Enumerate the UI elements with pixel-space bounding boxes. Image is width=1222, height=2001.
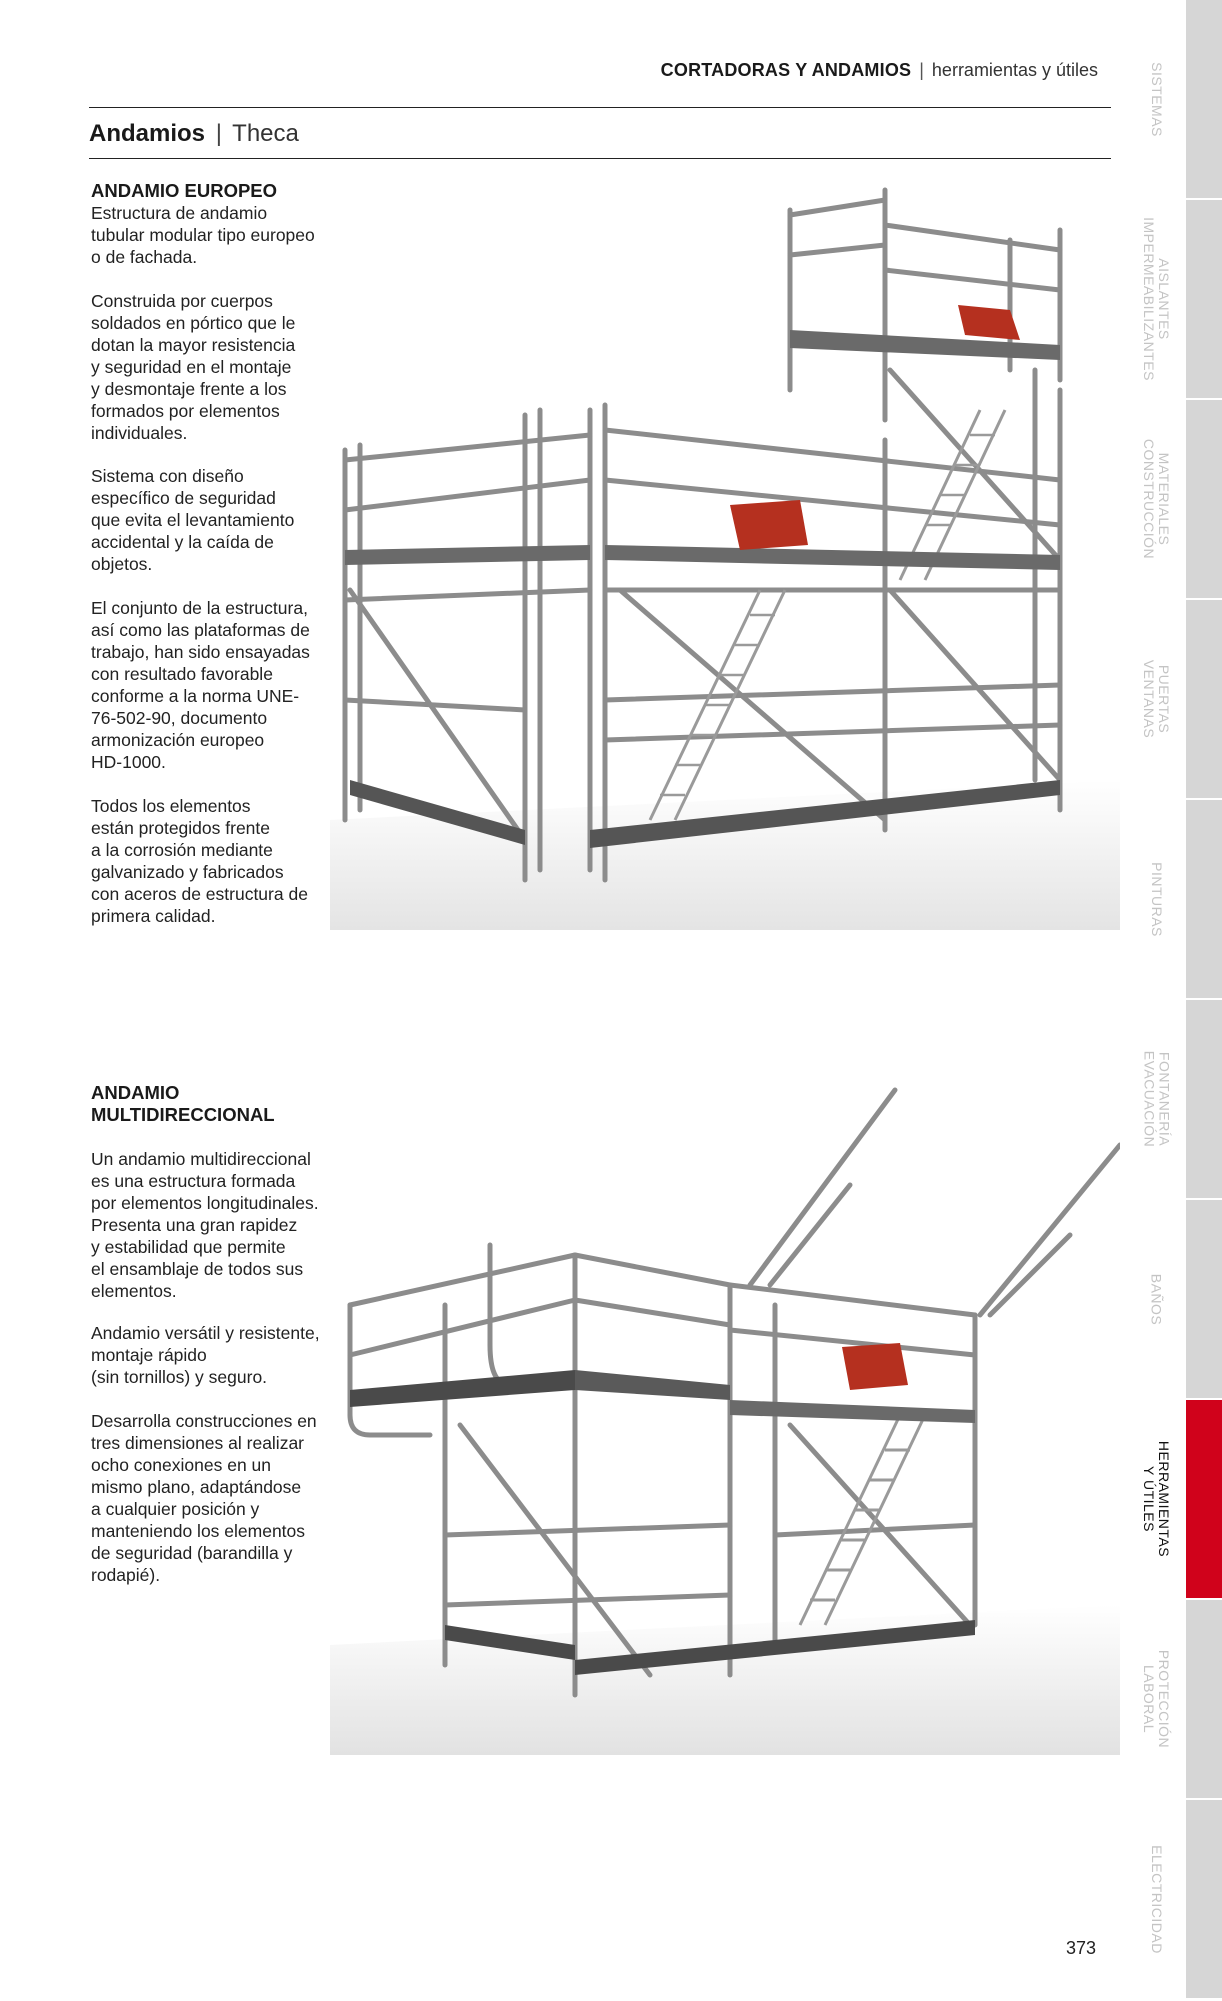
tab-materiales[interactable] bbox=[1186, 400, 1222, 601]
sidebar-label-text: BAÑOS bbox=[1148, 1273, 1165, 1325]
sidebar-label-text: PROTECCIÓN LABORAL bbox=[1141, 1649, 1172, 1749]
tab-aislantes[interactable] bbox=[1186, 200, 1222, 401]
tab-proteccion[interactable] bbox=[1186, 1600, 1222, 1801]
multidirectional-scaffold-image bbox=[330, 1085, 1120, 1755]
sidebar-label-text: PINTURAS bbox=[1148, 861, 1165, 937]
page-number: 373 bbox=[1066, 1938, 1097, 1958]
title-separator: | bbox=[215, 120, 222, 147]
sidebar-label-text: MATERIALES CONSTRUCCIÓN bbox=[1141, 438, 1172, 560]
header-separator: | bbox=[919, 60, 924, 80]
product1-paragraph-1: Estructura de andamio tubular modular tipo europeo o de fachada. bbox=[91, 203, 315, 267]
running-header bbox=[661, 60, 1098, 81]
product1-title: ANDAMIO EUROPEO bbox=[91, 180, 278, 201]
sidebar-label-fontaneria[interactable] bbox=[1128, 1000, 1184, 1198]
product2-paragraph-1: Un andamio multidireccional es una estructura formada por elementos longitudinales. Presenta una gran rapidez y estabilidad que permite el ensamblaje de todos sus elementos. bbox=[91, 1149, 319, 1301]
tab-electricidad[interactable] bbox=[1186, 1800, 1222, 2001]
sidebar-label-sistemas[interactable] bbox=[1128, 0, 1184, 198]
sidebar-label-electricidad[interactable] bbox=[1128, 1800, 1184, 1998]
sidebar-label-pinturas[interactable] bbox=[1128, 800, 1184, 998]
sidebar-label-herramientas[interactable] bbox=[1128, 1400, 1184, 1598]
product1-paragraph-2: Construida por cuerpos soldados en pórtico que le dotan la mayor resistencia y seguridad en el montaje y desmontaje frente a los formados por elementos individuales. bbox=[91, 291, 296, 443]
tab-puertas[interactable] bbox=[1186, 600, 1222, 801]
product2-paragraph-2: Andamio versátil y resistente, montaje rápido (sin tornillos) y seguro. bbox=[91, 1323, 320, 1387]
page-title bbox=[89, 120, 299, 148]
tab-herramientas[interactable] bbox=[1186, 1400, 1222, 1601]
title-brand: Theca bbox=[232, 120, 299, 147]
product1-paragraph-4: El conjunto de la estructura, así como las plataformas de trabajo, han sido ensayadas con resultado favorable conforme a la norma UNE- 76-502-90, documento armonización europeo HD-1000. bbox=[91, 598, 310, 772]
european-scaffold-image bbox=[330, 180, 1120, 930]
product1-paragraph-3: Sistema con diseño específico de seguridad que evita el levantamiento accidental y la caída de objetos. bbox=[91, 466, 295, 574]
tab-pinturas[interactable] bbox=[1186, 800, 1222, 1001]
sidebar-label-materiales[interactable] bbox=[1128, 400, 1184, 598]
sidebar-label-text: HERRAMIENTAS Y ÚTILES bbox=[1141, 1440, 1173, 1558]
sidebar-label-text: ELECTRICIDAD bbox=[1148, 1844, 1165, 1954]
product2-title: ANDAMIO MULTIDIRECCIONAL bbox=[91, 1082, 275, 1125]
sidebar-label-puertas[interactable] bbox=[1128, 600, 1184, 798]
tab-fontaneria[interactable] bbox=[1186, 1000, 1222, 1201]
sidebar-tab-strip bbox=[1186, 0, 1222, 2000]
sidebar-label-text: SISTEMAS bbox=[1148, 61, 1165, 137]
tab-banos[interactable] bbox=[1186, 1200, 1222, 1401]
sidebar-label-banos[interactable] bbox=[1128, 1200, 1184, 1398]
header-subsection: herramientas y útiles bbox=[931, 60, 1098, 80]
title-category: Andamios bbox=[89, 120, 206, 147]
title-rule bbox=[89, 158, 1111, 159]
sidebar-label-text: AISLANTES IMPERMEABILIZANTES bbox=[1141, 217, 1172, 381]
header-rule bbox=[89, 107, 1111, 108]
sidebar-label-text: PUERTAS VENTANAS bbox=[1141, 659, 1172, 739]
header-section: CORTADORAS Y ANDAMIOS bbox=[660, 60, 912, 80]
sidebar-label-aislantes[interactable] bbox=[1128, 200, 1184, 398]
sidebar-label-text: FONTANERÍA EVACUACIÓN bbox=[1141, 1050, 1173, 1148]
product2-paragraph-3: Desarrolla construcciones en tres dimensiones al realizar ocho conexiones en un mismo plano, adaptándose a cualquier posición y manteniendo los elementos de seguridad (barandilla y rodapié). bbox=[91, 1411, 317, 1585]
product1-paragraph-5: Todos los elementos están protegidos frente a la corrosión mediante galvanizado y fabricados con aceros de estructura de primera calidad. bbox=[91, 796, 308, 926]
sidebar-label-proteccion[interactable] bbox=[1128, 1600, 1184, 1798]
tab-sistemas[interactable] bbox=[1186, 0, 1222, 201]
